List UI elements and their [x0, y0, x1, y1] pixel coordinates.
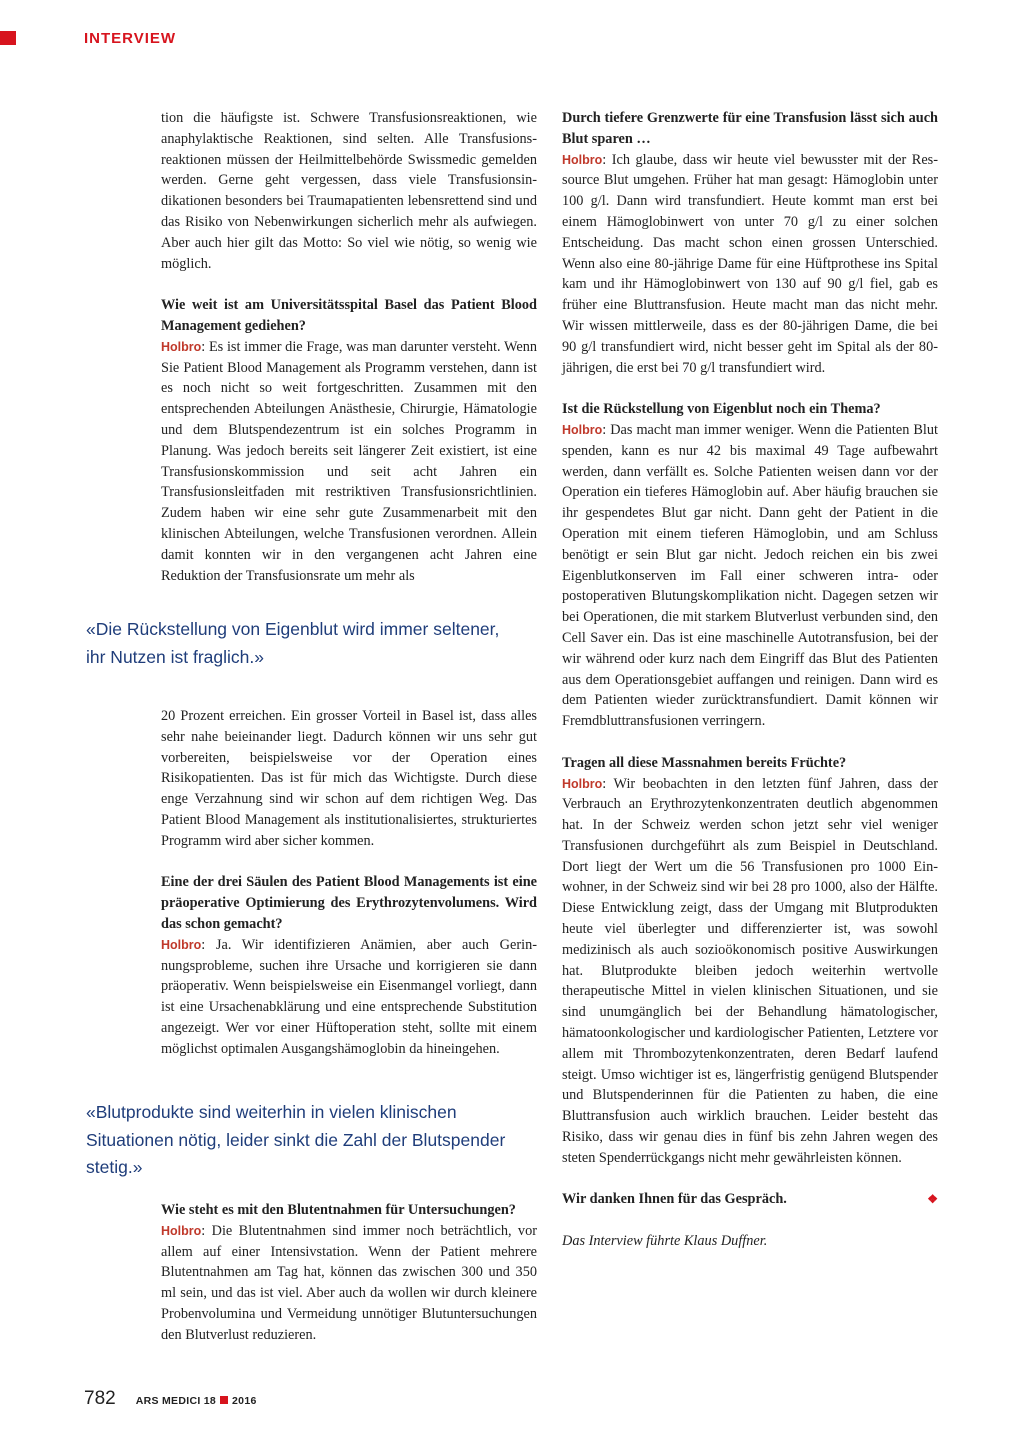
section-label: INTERVIEW — [84, 30, 177, 47]
speaker-name: Holbro — [562, 776, 603, 791]
square-separator-icon — [220, 1396, 228, 1404]
speaker-name: Holbro — [161, 1223, 202, 1238]
journal-year: 2016 — [232, 1395, 257, 1407]
interview-question: Ist die Rückstellung von Eigenblut noch ein Thema? — [562, 401, 881, 418]
journal-name — [136, 1395, 257, 1407]
paragraph: 20 Prozent erreichen. Ein grosser Vorteil in Basel ist, dass alles sehr nahe beieinander liegt. Dadurch können wir uns sehr gut vorbereiten, beispielsweise vor der Operation eines Risikopatienten. Das ist für mich das Wichtigste. Durch diese enge Verzahnung sind wir schon auf dem richtigen Weg. Das Patient Blood Management als institutionalisiertes, strukturiertes Programm wird aber sicher kommen. — [161, 708, 537, 849]
paragraph: tion die häufigste ist. Schwere Transfusionsreaktionen, wie anaphylaktische Reaktionen, sind selten. Alle Transfusionsreaktionen müssen der Heilmittelbehörde Swissmedic gemelden werden. Gerne geht vergessen, dass viele Transfusionsindikationen besonders bei Traumapatienten lebensrettend sind und das Risiko von Nebenwirkungen sicherlich mehr als aufwiegen. Aber auch hier gilt das Motto: So viel wie nötig, so wenig wie möglich. — [161, 110, 537, 272]
end-diamond-icon: ❖ — [927, 1192, 938, 1207]
column-left-middle — [161, 706, 537, 1060]
pull-quote-line: Situationen nötig, leider sinkt die Zahl der Blutspender — [86, 1129, 506, 1150]
speaker-name: Holbro — [562, 152, 603, 167]
page-number: 782 — [84, 1388, 116, 1409]
page-footer — [84, 1388, 257, 1410]
thanks-text: Wir danken Ihnen für das Gespräch. — [562, 1191, 787, 1208]
speaker-name: Holbro — [562, 422, 603, 437]
pull-quote-line: ihr Nutzen ist fraglich.» — [86, 646, 264, 667]
interview-answer — [562, 150, 938, 379]
pull-quote — [86, 616, 536, 671]
column-right — [562, 108, 938, 1252]
interview-answer — [161, 1221, 537, 1346]
answer-text: : Die Blutentnahmen sind immer noch beträchtlich, vor allem auf einer Intensivstation. Wenn der Patient mehrere Blutentnahmen am Tag hat, können das zwischen 300 und 350 ml sein, und das ist viel. Aber auch da wollen wir durch kleinere Probenvolumina und Vermeidung unnötiger Blutuntersuchungen den Blutverlust reduzieren. — [161, 1222, 537, 1343]
interview-question: Durch tiefere Grenzwerte für eine Transfusion lässt sich auch Blut sparen … — [562, 110, 938, 147]
section-color-marker — [0, 31, 16, 45]
interview-question: Wie weit ist am Universitätsspital Basel das Patient Blood Management gediehen? — [161, 297, 537, 334]
interview-question: Tragen all diese Massnahmen bereits Früchte? — [562, 754, 847, 771]
speaker-name: Holbro — [161, 339, 202, 354]
interview-question: Eine der drei Säulen des Patient Blood Managements ist eine präoperative Optimierung des Erythrozytenvolumens. Wird das schon gemacht? — [161, 874, 537, 932]
answer-text: : Ja. Wir identifizieren Anämien, aber auch Gerinnungsprobleme, suchen ihre Ursache und korrigieren sie dann präoperativ. Wenn beispielsweise ein Eisenmangel vorliegt, dann ist eine Ursachenabklärung und eine entsprechende Substitution angezeigt. Wer vor einer Hüftoperation steht, sollte mit einem möglichst optimalen Ausgangshämoglobin da hineingehen. — [161, 936, 537, 1057]
interview-answer — [161, 337, 537, 587]
column-left-bottom — [161, 1200, 537, 1346]
interview-question: Wie steht es mit den Blutentnahmen für Untersuchungen? — [161, 1202, 516, 1218]
interview-answer — [562, 420, 938, 732]
journal-title: ARS MEDICI 18 — [135, 1395, 217, 1407]
answer-text: : Wir beobachten in den letzten fünf Jahren, dass der Verbrauch an Erythrozytenkonzentraten deutlich abgenommen hat. In der Schweiz werden schon jetzt sehr viel weniger Transfusionen durchgeführt als zum Beispiel in Deutschland. Dort liegt der Wert um die 56 Transfusionen pro 1000 Einwohner, in der Schweiz sind wir bei 28 pro 1000, also der Hälfte. Diese Entwicklung zeigt, dass der Umgang mit Blutprodukten heute viel überlegter und differenzierter ist, was sowohl medizinisch als auch sozioökonomisch positive Auswirkungen hat. Blutprodukte bleiben jedoch weiterhin wertvolle therapeutische Mittel in vielen klinischen Situationen, und sie sind unumgänglich bei der Behandlung hämatologischer, hämatoonkologischer und kardiologischer Patienten, Letztere vor allem mit Thrombozytenkonzentraten, deren Bedarf laufend steigt. Umso wichtiger ist es, längerfristig genügend Blutspender und Blutspenderinnen für die Patienten zu haben, die eine Bluttransfusion auch wirklich brauchen. Leider besteht das Risiko, dass wir genau dies in fünf bis zehn Jahren wegen des steten Spenderrückgangs nicht mehr gewährleisten können. — [562, 775, 938, 1166]
pull-quote — [86, 1099, 536, 1182]
speaker-name: Holbro — [161, 937, 202, 952]
pull-quote-line: «Die Rückstellung von Eigenblut wird immer seltener, — [86, 619, 500, 639]
pull-quote-line: stetig.» — [86, 1157, 143, 1177]
answer-text: : Das macht man immer weniger. Wenn die Patienten Blut spenden, kann es nur 42 bis maximal 49 Tage aufbewahrt werden, dann verfällt es. Solche Patienten weisen dann vor der Operation ein tieferes Hämoglobin auf. Aber häufig brauchen sie ihr gespendetes Blut gar nicht. Dann geht der Patient in die Operation mit einem tieferen Hämoglobin, und am Schluss benötigt er sein Blut gar nicht. Jedoch reichen ein bis zwei Eigenblutkonserven im Fall einer schweren intra- oder postoperativen Blutungskomplikation nicht. Dagegen setzen wir bei Operationen, die mit starkem Blutverlust verbunden sind, den Cell Saver ein. Das ist eine maschinelle Autotransfusion, bei der wir während oder kurz nach dem Eingriff das Blut des Patienten aus dem Operationsgebiet auffangen und reinigen. Dann wird es dem Patienten wieder zurücktransfundiert. Damit können wir Fremdbluttransfusionen verringern. — [562, 421, 938, 730]
interview-credit: Das Interview führte Klaus Duffner. — [562, 1233, 768, 1250]
closing-thanks — [562, 1189, 938, 1210]
answer-text: : Ich glaube, dass wir heute viel bewusster mit der Ressource Blut umgehen. Früher hat man gesagt: Hämoglobin unter 100 g/l. Dann wird transfundiert. Heute kommt man erst bei einem Hämoglobinwert von unter 70 g/l zu einer solchen Entscheidung. Das macht schon einen grossen Unterschied. Wenn also eine 80-jährige Dame für eine Hüftprothese ins Spital kam und ihr Hämoglobinwert von 130 auf 90 g/l fiel, gab es früher eine Bluttransfusion. Heute macht man das nicht mehr. Wir wissen mittlerweile, dass es der 80-jährigen Dame, die bei 90 g/l transfundiert wird, nicht besser geht im Spital als der 80-jährigen, die erst bei 70 g/l transfundiert wird. — [562, 151, 938, 376]
pull-quote-line: «Blutprodukte sind weiterhin in vielen klinischen — [86, 1102, 457, 1122]
interview-answer — [562, 774, 938, 1169]
column-left-top — [161, 108, 537, 586]
interview-answer — [161, 935, 537, 1060]
answer-text: : Es ist immer die Frage, was man darunter versteht. Wenn Sie Patient Blood Management als Programm verstehen, dann ist es noch nicht so weit fortgeschritten. Zusammen mit den entsprechenden Abteilungen Anästhesie, Chirurgie, Hämatologie und dem Blutspendezentrum ist ein solches Programm in Planung. Was jedoch bereits seit längerer Zeit existiert, ist eine Transfusionskommission und seit acht Jahren ein Transfusionsleitfaden mit restriktiven Transfusionsrichtlinien. Zudem haben wir eine sehr gute Zusammenarbeit mit den klinischen Abteilungen, welche Transfusionen verordnen. Allein damit konnten wir in den vergangenen acht Jahren eine Reduktion der Transfusionsrate um mehr als — [161, 338, 537, 584]
